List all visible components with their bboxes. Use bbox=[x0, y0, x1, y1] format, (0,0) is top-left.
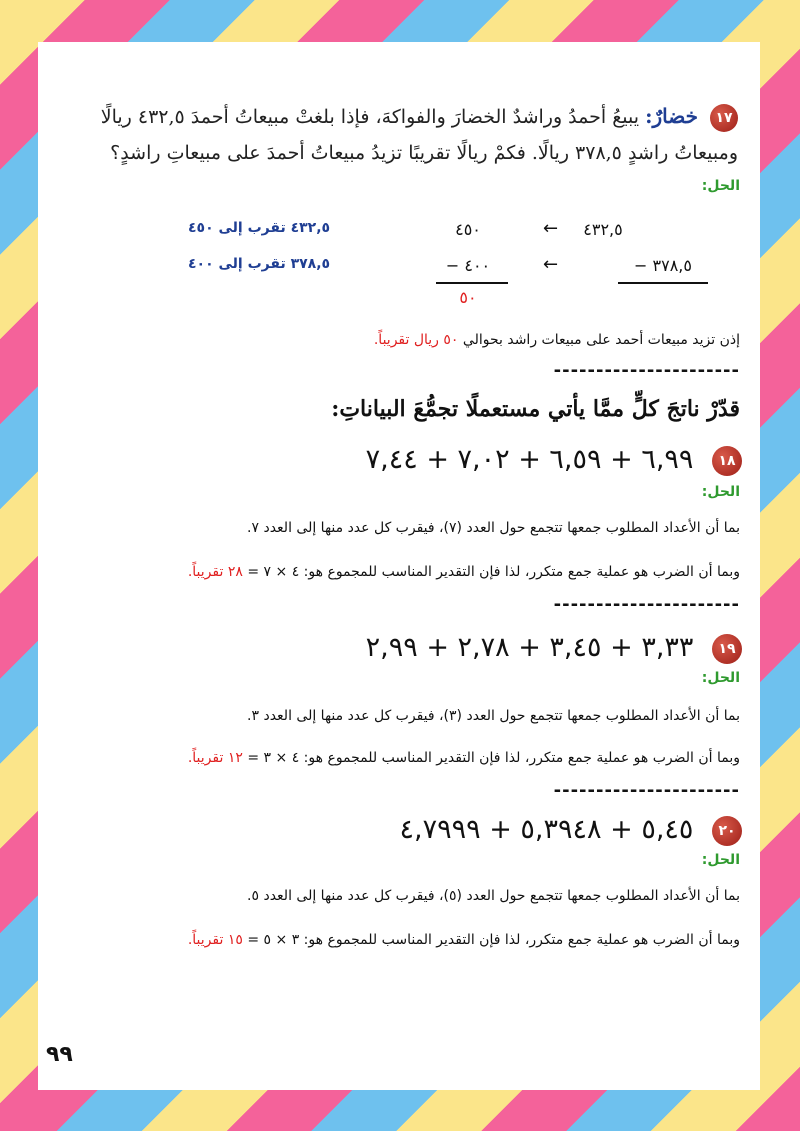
subtraction-line-rounded bbox=[436, 282, 508, 284]
solution-label: الحل: bbox=[701, 852, 740, 868]
problem-number-badge: ١٧ bbox=[710, 104, 738, 132]
estimate-answer: ٢٨ تقريباً. bbox=[187, 564, 243, 580]
rounding-note-2: ٣٧٨,٥ تقرب إلى ٤٠٠ bbox=[188, 256, 331, 272]
problem-text: يبيعُ أحمدُ وراشدٌ الخضارَ والفواكهَ، فإذا بلغتْ مبيعاتُ أحمدَ ٤٣٢,٥ ريالًا ومبيعاتُ راشدٍ ٣٧٨,٥ ريالًا. فكمْ ريالًا تقريبًا تزيدُ مبيعاتُ أحمدَ على مبيعاتِ راشدٍ؟ bbox=[100, 106, 738, 164]
exact-value-2: ٣٧٨,٥ − bbox=[634, 256, 692, 275]
explanation-line-2 bbox=[188, 750, 740, 766]
problem-number-badge: ٢٠ bbox=[712, 816, 742, 846]
separator-1: ---------------------- bbox=[553, 360, 740, 381]
problem-number-badge: ١٨ bbox=[712, 446, 742, 476]
problem-number-badge: ١٩ bbox=[712, 634, 742, 664]
solution-label: الحل: bbox=[701, 178, 740, 194]
explanation-line-1: بما أن الأعداد المطلوب جمعها تتجمع حول العدد (٥)، فيقرب كل عدد منها إلى العدد ٥. bbox=[247, 888, 740, 904]
solution-label: الحل: bbox=[701, 670, 740, 686]
separator-2: ---------------------- bbox=[553, 594, 740, 615]
subtraction-result: ٥٠ bbox=[459, 288, 477, 307]
expression: ٣,٣٣ + ٣,٤٥ + ٢,٧٨ + ٢,٩٩ bbox=[365, 632, 694, 663]
explanation-text: وبما أن الضرب هو عملية جمع متكرر، لذا فإن التقدير المناسب للمجموع هو: ٤ × ٧ = bbox=[247, 564, 740, 580]
explanation-line-1: بما أن الأعداد المطلوب جمعها تتجمع حول العدد (٣)، فيقرب كل عدد منها إلى العدد ٣. bbox=[247, 708, 740, 724]
subtraction-line-exact bbox=[618, 282, 708, 284]
section-heading: قدّرْ ناتجَ كلٍّ ممَّا يأتي مستعملًا تجمُّعَ البياناتِ: bbox=[331, 396, 740, 422]
estimate-answer: ١٢ تقريباً. bbox=[187, 750, 243, 766]
estimate-answer: ١٥ تقريباً. bbox=[187, 932, 243, 948]
rounding-note-1: ٤٣٢,٥ تقرب إلى ٤٥٠ bbox=[188, 220, 331, 236]
worksheet-page bbox=[38, 42, 760, 1090]
page-number: ٩٩ bbox=[46, 1042, 73, 1067]
expression: ٥,٤٥ + ٥,٣٩٤٨ + ٤,٧٩٩٩ bbox=[399, 814, 694, 845]
explanation-text: وبما أن الضرب هو عملية جمع متكرر، لذا فإن التقدير المناسب للمجموع هو: ٣ × ٥ = bbox=[247, 932, 740, 948]
exact-value-1: ٤٣٢,٥ bbox=[583, 220, 623, 239]
conclusion-answer: ٥٠ ريال تقريباً. bbox=[373, 332, 459, 348]
problem-tag: خضارٌ: bbox=[645, 104, 698, 128]
arrow-2: ← bbox=[543, 254, 559, 275]
problem-18-expression bbox=[366, 444, 742, 476]
rounded-value-1: ٤٥٠ bbox=[455, 220, 481, 239]
explanation-text: وبما أن الضرب هو عملية جمع متكرر، لذا فإن التقدير المناسب للمجموع هو: ٤ × ٣ = bbox=[247, 750, 740, 766]
expression: ٦,٩٩ + ٦,٥٩ + ٧,٠٢ + ٧,٤٤ bbox=[365, 444, 694, 475]
problem-17 bbox=[48, 98, 738, 171]
explanation-line-1: بما أن الأعداد المطلوب جمعها تتجمع حول العدد (٧)، فيقرب كل عدد منها إلى العدد ٧. bbox=[247, 520, 740, 536]
conclusion-text: إذن تزيد مبيعات أحمد على مبيعات راشد بحوالي bbox=[462, 332, 740, 348]
arrow-1: ← bbox=[543, 218, 559, 239]
conclusion bbox=[374, 332, 740, 348]
solution-label: الحل: bbox=[701, 484, 740, 500]
separator-3: ---------------------- bbox=[553, 780, 740, 801]
problem-20-expression bbox=[400, 814, 742, 846]
explanation-line-2 bbox=[188, 932, 740, 948]
explanation-line-2 bbox=[188, 564, 740, 580]
rounded-value-2: ٤٠٠ − bbox=[445, 256, 491, 275]
problem-19-expression bbox=[366, 632, 742, 664]
